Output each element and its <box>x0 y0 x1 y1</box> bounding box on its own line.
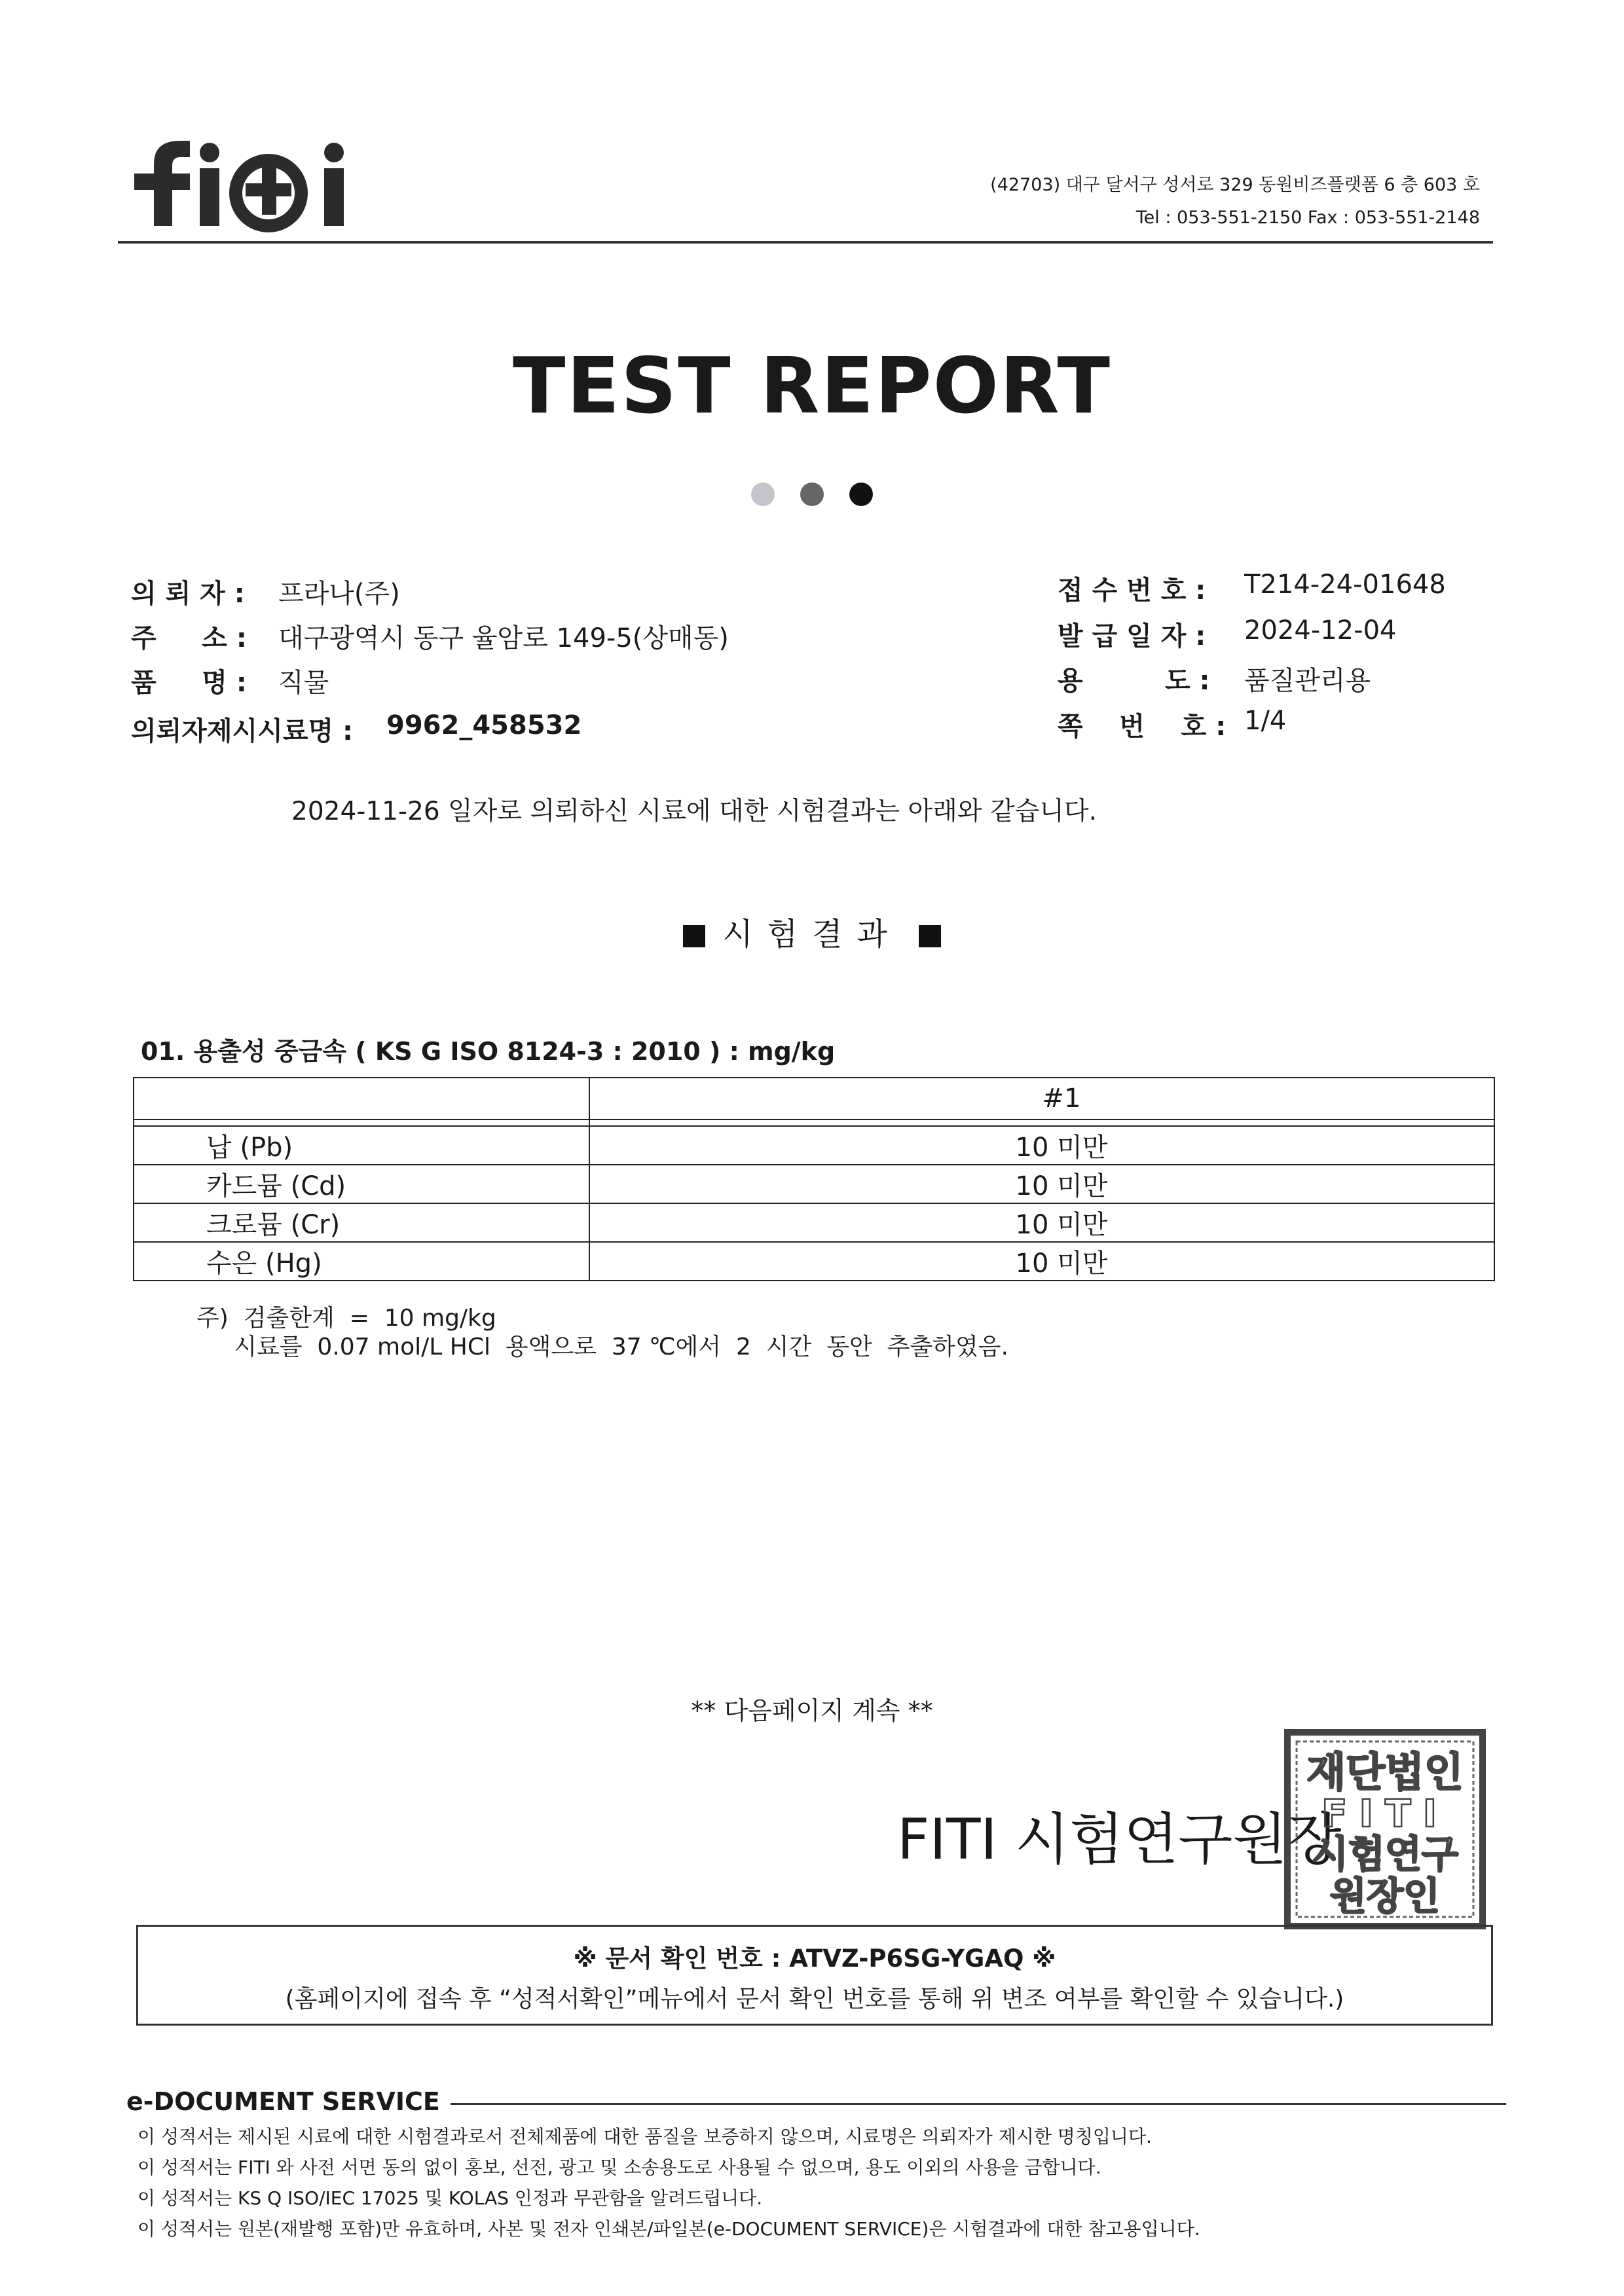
header-divider <box>118 241 1493 244</box>
svg-text:시험연구: 시험연구 <box>1311 1832 1459 1876</box>
header-address-block <box>990 169 1480 234</box>
disclaimer-line: 이 성적서는 FITI 와 사전 서면 동의 없이 홍보, 선전, 광고 및 소송용도로 사용될 수 없으며, 용도 이외의 사용을 금합니다. <box>138 2157 1101 2178</box>
institute-signature: FITI 시험연구원장 <box>897 1807 1342 1872</box>
title-dots-decoration <box>747 481 877 507</box>
square-bullet-icon <box>919 925 941 947</box>
official-seal-stamp <box>1283 1728 1486 1930</box>
edoc-divider <box>419 2103 1506 2105</box>
svg-text:원장인: 원장인 <box>1329 1874 1441 1918</box>
table-header-sample: #1 <box>589 1078 1494 1120</box>
verification-box <box>136 1925 1493 2026</box>
table-row: 수은 (Hg) 10 미만 <box>134 1242 1494 1281</box>
table-header-empty <box>134 1078 589 1120</box>
section-title <box>0 909 1624 954</box>
verification-number: ※ 문서 확인 번호 : ATVZ-P6SG-YGAQ ※ <box>573 1944 1056 1973</box>
disclaimer-line: 이 성적서는 KS Q ISO/IEC 17025 및 KOLAS 인정과 무관함을 알려드립니다. <box>138 2187 763 2209</box>
disclaimers <box>138 2121 1200 2244</box>
table-header-row <box>134 1078 1494 1120</box>
table-row: 납 (Pb) 10 미만 <box>134 1126 1494 1165</box>
test-notes <box>196 1304 1008 1362</box>
table-row: 크로뮴 (Cr) 10 미만 <box>134 1203 1494 1242</box>
svg-text:FITI: FITI <box>1321 1791 1449 1836</box>
client-info: 의 뢰 자 : 프라나(주) 주 소 : 대구광역시 동구 율암로 149-5(상매동) 품 명 : 직물 의뢰자제시시료명 : 9962_458532 <box>131 579 729 746</box>
square-bullet-icon <box>683 925 705 947</box>
note-detection-limit: 주) 검출한계 = 10 mg/kg <box>196 1305 496 1332</box>
table-row: 카드뮴 (Cd) 10 미만 <box>134 1165 1494 1203</box>
disclaimer-line: 이 성적서는 제시된 시료에 대한 시험결과로서 전체제품에 대한 품질을 보증하지 않으며, 시료명은 의뢰자가 제시한 명칭입니다. <box>138 2126 1152 2147</box>
next-page-notice: ** 다음페이지 계속 ** <box>691 1696 933 1725</box>
report-info: 접 수 번 호 : T214-24-01648 발 급 일 자 : 2024-12-04 용 도 : 품질관리용 쪽 번 호 : 1/4 <box>1058 570 1446 742</box>
fiti-logo <box>128 128 390 232</box>
header-contact: Tel : 053-551-2150 Fax : 053-551-2148 <box>1135 208 1480 228</box>
report-title: TEST REPORT <box>513 340 1111 431</box>
note-method: 시료를 0.07 mol/L HCl 용액으로 37 ℃에서 2 시간 동안 추출하였음. <box>196 1334 1008 1360</box>
edoc-label: e-DOCUMENT SERVICE <box>126 2087 451 2116</box>
test-title: 01. 용출성 중금속 ( KS G ISO 8124-3 : 2010 ) : mg/kg <box>141 1037 836 1066</box>
results-table <box>133 1077 1495 1281</box>
table-spacer <box>134 1120 1494 1126</box>
section-title-text: 시험결과 <box>722 916 902 953</box>
intro-text: 2024-11-26 일자로 의뢰하신 시료에 대한 시험결과는 아래와 같습니다. <box>291 797 1098 826</box>
verification-description: (홈페이지에 접속 후 “성적서확인”메뉴에서 문서 확인 번호를 통해 위 변조 여부를 확인할 수 있습니다.) <box>285 1986 1344 2013</box>
svg-text:재단법인: 재단법인 <box>1306 1748 1464 1796</box>
header-address: (42703) 대구 달서구 성서로 329 동원비즈플랫폼 6 층 603 호 <box>990 175 1480 195</box>
disclaimer-line: 이 성적서는 원본(재발행 포함)만 유효하며, 사본 및 전자 인쇄본/파일본(e-DOCUMENT SERVICE)은 시험결과에 대한 참고용입니다. <box>138 2218 1200 2240</box>
